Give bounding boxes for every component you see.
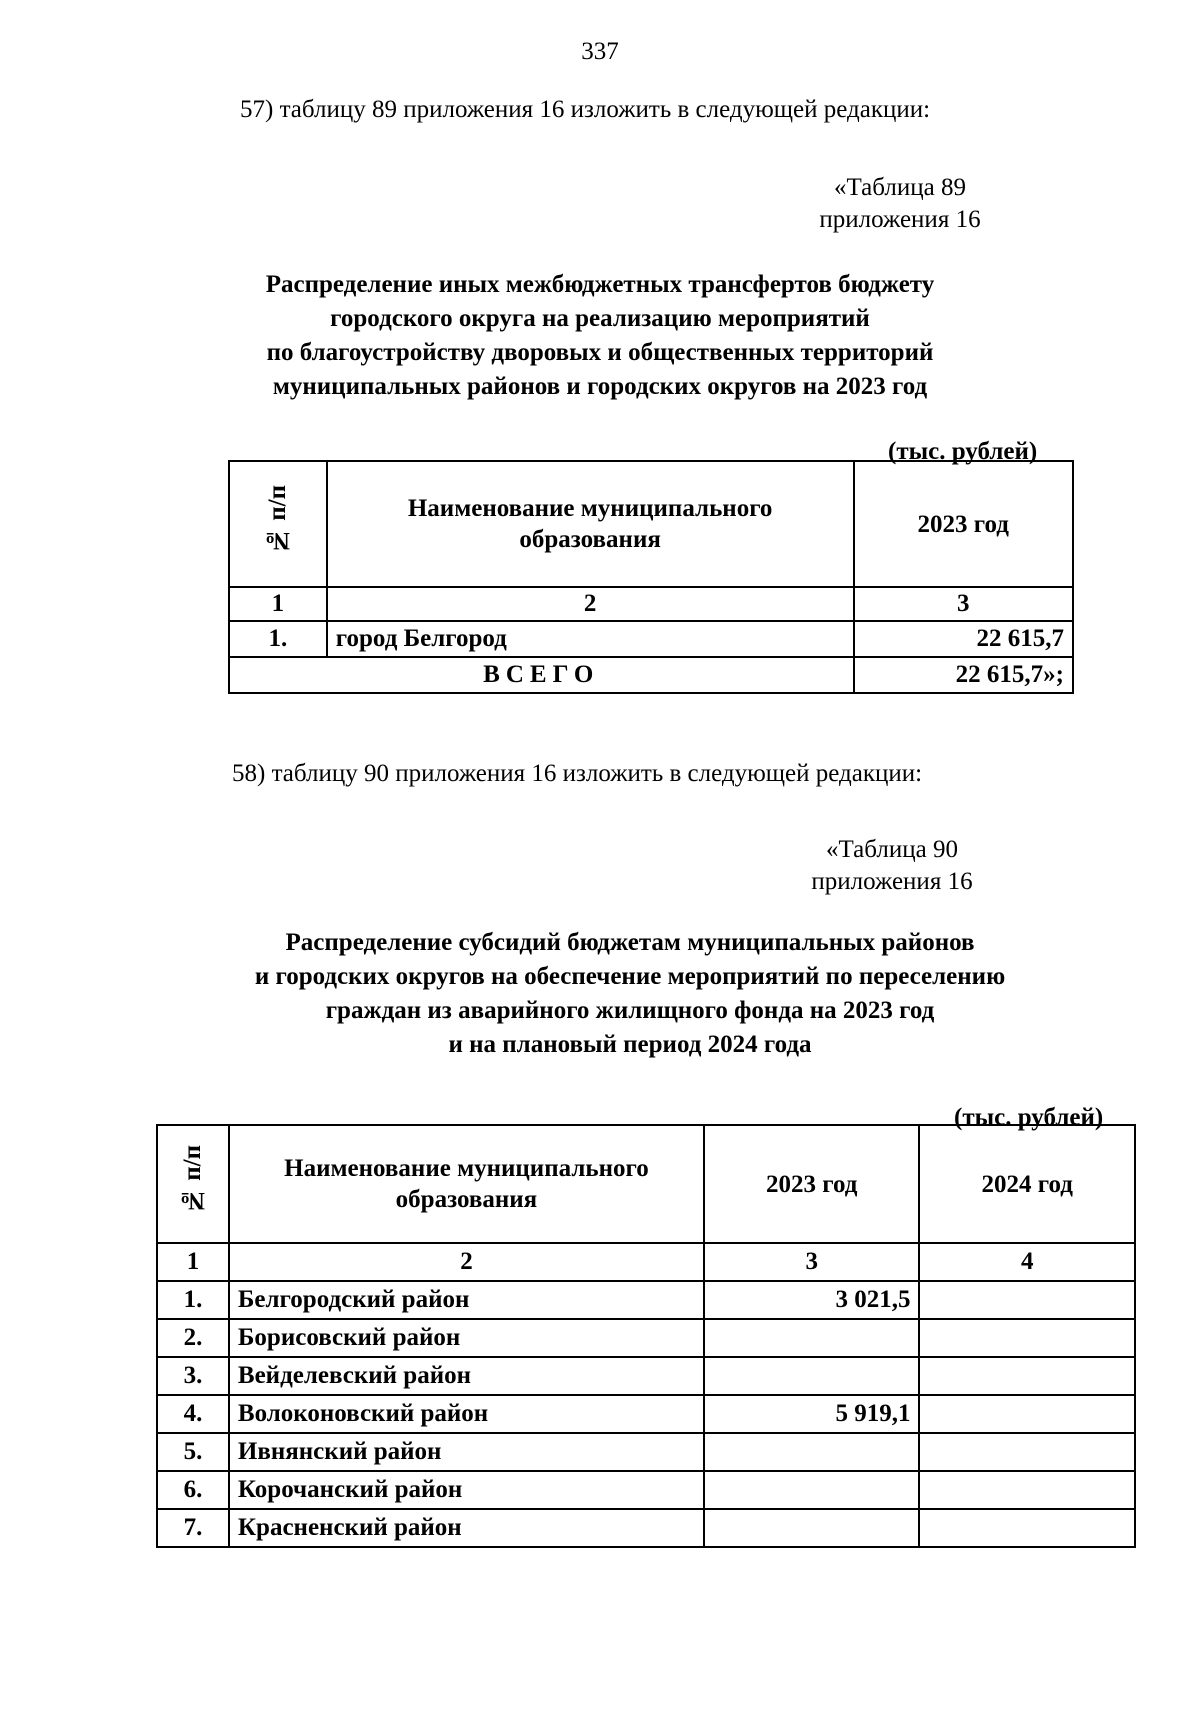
header-num: № п/п [264, 485, 292, 555]
header-num-cell [229, 461, 327, 587]
table-90-title-line: Распределение субсидий бюджетам муниципальных районов [285, 929, 975, 956]
instruction-58: 58) таблицу 90 приложения 16 изложить в следующей редакции: [232, 760, 923, 787]
row-value-2023 [704, 1433, 920, 1471]
row-value-2024 [919, 1509, 1135, 1547]
row-num: 7. [157, 1509, 229, 1547]
row-num: 6. [157, 1471, 229, 1509]
row-value-2024 [919, 1471, 1135, 1509]
index-cell: 2 [327, 587, 854, 621]
table-89-title-line: городского округа на реализацию мероприятий [330, 305, 870, 332]
index-cell: 3 [854, 587, 1074, 621]
table-90-caption-line2: приложения 16 [811, 868, 973, 895]
row-num: 2. [157, 1319, 229, 1357]
row-num: 4. [157, 1395, 229, 1433]
table-row [157, 1395, 1135, 1433]
row-num: 1. [229, 621, 327, 657]
header-2023: 2023 год [854, 461, 1074, 587]
total-value-2023: 22 615,7»; [854, 657, 1074, 693]
row-value-2024 [919, 1395, 1135, 1433]
header-2023: 2023 год [704, 1125, 920, 1243]
page-number: 337 [581, 38, 619, 65]
table-90-index-row [157, 1243, 1135, 1281]
row-value-2024 [919, 1433, 1135, 1471]
table-89 [228, 460, 1074, 694]
row-value-2023: 3 021,5 [704, 1281, 920, 1319]
row-num: 3. [157, 1357, 229, 1395]
row-value-2023: 22 615,7 [854, 621, 1074, 657]
table-90 [156, 1124, 1136, 1548]
table-89-title [160, 268, 1040, 404]
table-89-header-row [229, 461, 1073, 587]
table-89-total-row [229, 657, 1073, 693]
table-89-caption-line1: «Таблица 89 [834, 174, 966, 201]
row-name: Белгородский район [229, 1281, 704, 1319]
index-cell: 1 [229, 587, 327, 621]
index-cell: 1 [157, 1243, 229, 1281]
row-name: Ивнянский район [229, 1433, 704, 1471]
table-90-title-line: и на плановый период 2024 года [448, 1031, 812, 1058]
row-name: Вейделевский район [229, 1357, 704, 1395]
row-value-2023 [704, 1357, 920, 1395]
table-row [157, 1471, 1135, 1509]
row-value-2024 [919, 1319, 1135, 1357]
table-90-caption [772, 834, 1012, 898]
table-90-unit: (тыс. рублей) [954, 1104, 1104, 1131]
row-name: Борисовский район [229, 1319, 704, 1357]
table-row [157, 1433, 1135, 1471]
row-name: Красненский район [229, 1509, 704, 1547]
row-num: 5. [157, 1433, 229, 1471]
header-num-cell [157, 1125, 229, 1243]
index-cell: 4 [919, 1243, 1135, 1281]
table-row [157, 1509, 1135, 1547]
header-2024: 2024 год [919, 1125, 1135, 1243]
table-row [157, 1281, 1135, 1319]
table-90-caption-line1: «Таблица 90 [826, 836, 958, 863]
header-num: № п/п [179, 1145, 207, 1215]
header-name: Наименование муниципального образования [327, 461, 854, 587]
table-row [229, 621, 1073, 657]
table-row [157, 1357, 1135, 1395]
table-90-title [150, 926, 1110, 1062]
header-name: Наименование муниципального образования [229, 1125, 704, 1243]
row-value-2023 [704, 1471, 920, 1509]
table-row [157, 1319, 1135, 1357]
row-num: 1. [157, 1281, 229, 1319]
row-name: город Белгород [327, 621, 854, 657]
table-90-title-line: и городских округов на обеспечение мероприятий по переселению [254, 963, 1006, 990]
index-cell: 3 [704, 1243, 920, 1281]
instruction-57: 57) таблицу 89 приложения 16 изложить в следующей редакции: [240, 96, 931, 123]
row-value-2023 [704, 1509, 920, 1547]
row-value-2023: 5 919,1 [704, 1395, 920, 1433]
table-89-caption [780, 172, 1020, 236]
row-name: Корочанский район [229, 1471, 704, 1509]
table-89-title-line: Распределение иных межбюджетных трансфертов бюджету [265, 271, 935, 298]
row-value-2024 [919, 1357, 1135, 1395]
table-89-caption-line2: приложения 16 [819, 206, 981, 233]
table-90-header-row [157, 1125, 1135, 1243]
table-89-index-row [229, 587, 1073, 621]
row-value-2023 [704, 1319, 920, 1357]
table-89-title-line: по благоустройству дворовых и общественных территорий [266, 339, 934, 366]
row-value-2024 [919, 1281, 1135, 1319]
table-90-title-line: граждан из аварийного жилищного фонда на 2023 год [325, 997, 935, 1024]
total-label: ВСЕГО [229, 657, 854, 693]
row-name: Волоконовский район [229, 1395, 704, 1433]
table-89-title-line: муниципальных районов и городских округов на 2023 год [272, 373, 928, 400]
index-cell: 2 [229, 1243, 704, 1281]
table-89-unit: (тыс. рублей) [888, 438, 1038, 465]
